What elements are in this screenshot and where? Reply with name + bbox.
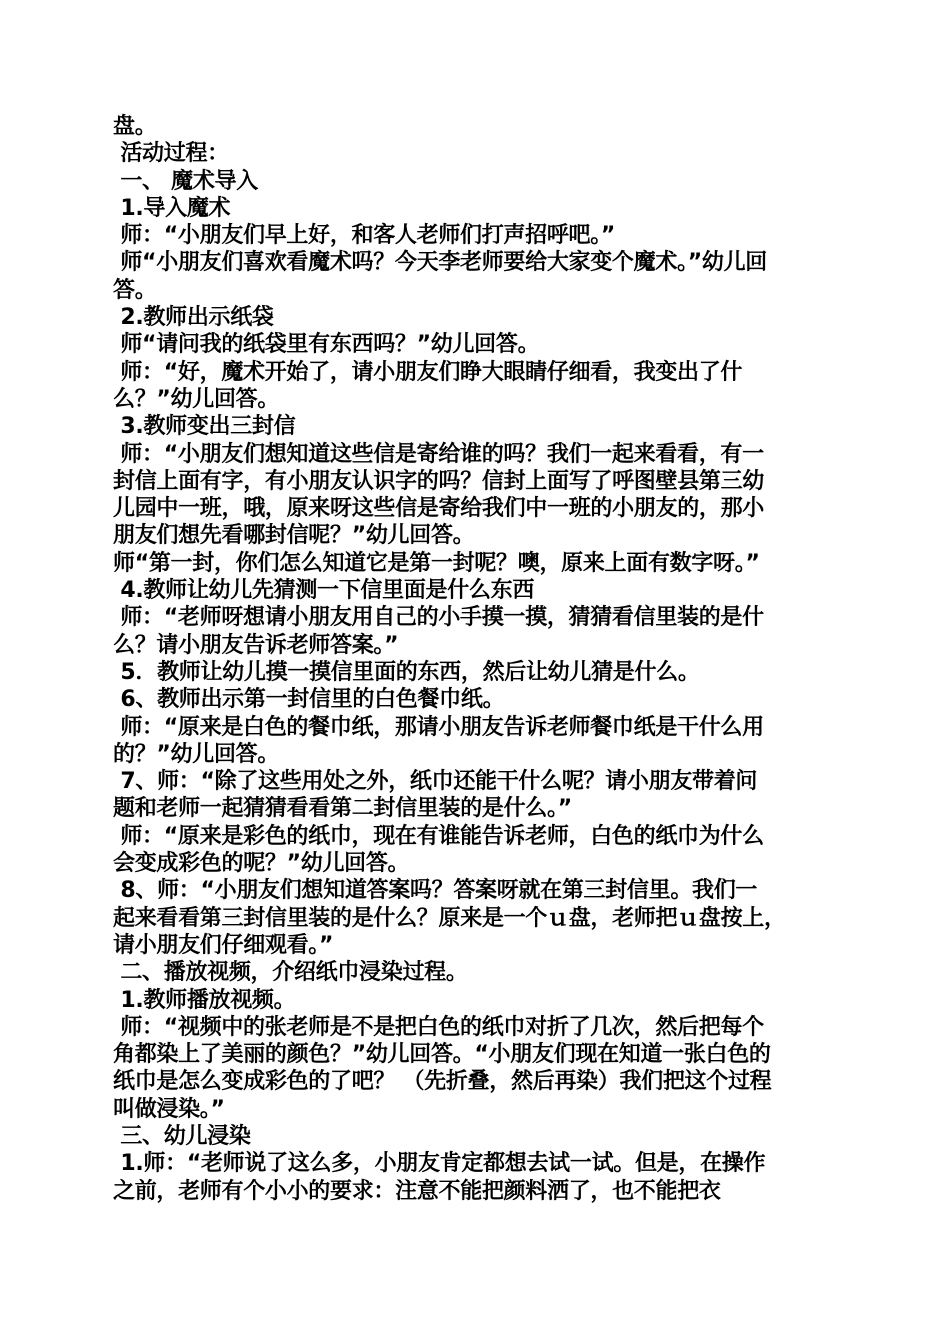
text-line: 朋友们想先看哪封信呢？”幼儿回答。 [113, 523, 475, 549]
text-line: 纸巾是怎么变成彩色的了吧？ （先折叠，然后再染）我们把这个过程 [113, 1069, 772, 1095]
section-heading: 活动过程： [113, 141, 229, 167]
subsection-heading: 5．教师让幼儿摸一摸信里面的东西，然后让幼儿猜是什么。 [113, 659, 700, 685]
subsection-heading: 6、教师出示第一封信里的白色餐巾纸。 [113, 687, 505, 713]
text-line: 师“请问我的纸袋里有东西吗？”幼儿回答。 [113, 332, 540, 358]
section-heading: 二、播放视频，介绍纸巾浸染过程。 [113, 960, 468, 986]
subsection-heading: 3.教师变出三封信 [113, 414, 296, 440]
subsection-heading: 1.导入魔术 [113, 195, 231, 221]
text-line: 角都染上了美丽的颜色？”幼儿回答。“小朋友们现在知道一张白色的 [113, 1042, 771, 1068]
text-line: 起来看看第三封信里装的是什么？原来是一个ｕ盘，老师把ｕ盘按上， [113, 905, 786, 931]
text-line: 题和老师一起猜猜看看第二封信里装的是什么。” [113, 796, 572, 822]
section-heading: 一、 魔术导入 [113, 168, 258, 194]
text-line: 师：“好，魔术开始了，请小朋友们睁大眼睛仔细看，我变出了什 [113, 359, 743, 385]
text-line: 的？”幼儿回答。 [113, 741, 280, 767]
text-line: 师：“原来是白色的餐巾纸，那请小朋友告诉老师餐巾纸是干什么用 [113, 714, 764, 740]
text-line: 请小朋友们仔细观看。” [113, 932, 334, 958]
text-line: 封信上面有字，有小朋友认识字的吗？信封上面写了呼图壁县第三幼 [113, 468, 765, 494]
text-line: 答。 [113, 277, 157, 303]
subsection-heading: 2.教师出示纸袋 [113, 305, 274, 331]
text-line: 8、师：“小朋友们想知道答案吗？答案呀就在第三封信里。我们一 [113, 878, 758, 904]
text-line: 师：“原来是彩色的纸巾，现在有谁能告诉老师，白色的纸巾为什么 [113, 823, 764, 849]
text-line: 么？请小朋友告诉老师答案。” [113, 632, 399, 658]
text-line: 会变成彩色的呢？”幼儿回答。 [113, 851, 410, 877]
subsection-heading: 4.教师让幼儿先猜测一下信里面是什么东西 [113, 578, 535, 604]
text-line: 师：“小朋友们早上好，和客人老师们打声招呼吧。” [113, 223, 616, 249]
text-line: 叫做浸染。” [113, 1096, 225, 1122]
document-body [113, 113, 843, 1205]
subsection-heading: 1.教师播放视频。 [113, 987, 296, 1013]
text-line: 7、师：“除了这些用处之外，纸巾还能干什么呢？请小朋友带着问 [113, 769, 758, 795]
text-line: 师“小朋友们喜欢看魔术吗？今天李老师要给大家变个魔术。”幼儿回 [113, 250, 767, 276]
text-line: 么？”幼儿回答。 [113, 386, 280, 412]
text-line: 1.师：“老师说了这么多，小朋友肯定都想去试一试。但是，在操作 [113, 1151, 766, 1177]
text-line: 儿园中一班，哦，原来呀这些信是寄给我们中一班的小朋友的，那小 [113, 496, 765, 522]
text-line: 师：“小朋友们想知道这些信是寄给谁的吗？我们一起来看看，有一 [113, 441, 764, 467]
text-line: 之前，老师有个小小的要求：注意不能把颜料洒了，也不能把衣 [113, 1178, 721, 1204]
text-line: 师：“视频中的张老师是不是把白色的纸巾对折了几次，然后把每个 [113, 1014, 764, 1040]
section-heading: 三、幼儿浸染 [113, 1123, 251, 1149]
text-line: 师“第一封，你们怎么知道它是第一封呢？噢，原来上面有数字呀。” [113, 550, 760, 576]
text-line: 师：“老师呀想请小朋友用自己的小手摸一摸，猜猜看信里装的是什 [113, 605, 764, 631]
text-line: 盘。 [113, 114, 157, 139]
